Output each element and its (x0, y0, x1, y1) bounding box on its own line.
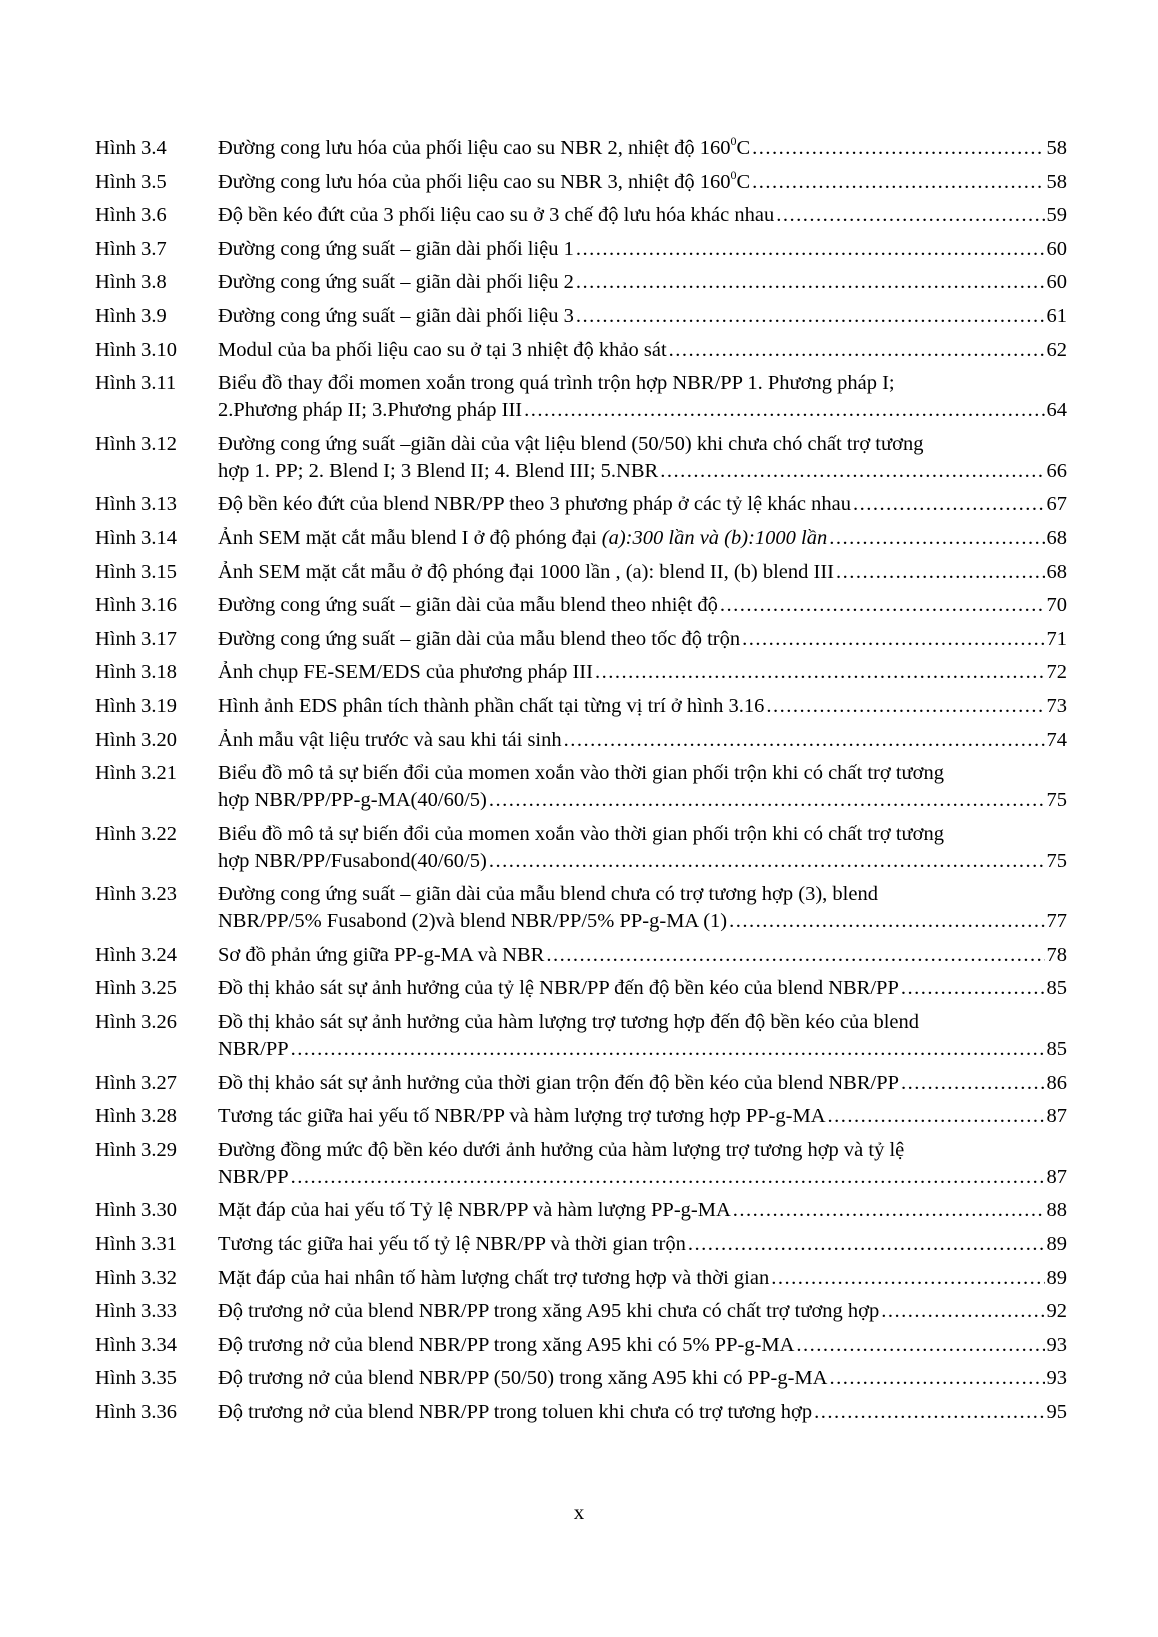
figure-label: Hình 3.17 (95, 627, 177, 650)
caption-text (218, 458, 658, 485)
leader-dots (576, 269, 1045, 296)
caption-text (218, 1197, 731, 1224)
caption-line (218, 269, 1067, 296)
figure-entry[interactable] (95, 727, 1067, 754)
caption-line (218, 303, 1067, 330)
figure-caption (218, 337, 1067, 364)
caption-text (218, 1399, 812, 1426)
figure-label: Hình 3.7 (95, 237, 167, 260)
caption-text-segment: Ảnh SEM mặt cắt mẫu blend I ở độ phóng đại (218, 526, 602, 549)
figure-label: Hình 3.22 (95, 822, 177, 845)
page-ref: 68 (1046, 560, 1067, 583)
figure-entry[interactable] (95, 1197, 1067, 1224)
caption-text (218, 1103, 826, 1130)
figure-label: Hình 3.11 (95, 372, 177, 395)
caption-text (218, 821, 944, 848)
caption-text-segment: Độ trương nở của blend NBR/PP trong xăng A95 khi có 5% PP-g-MA (218, 1333, 795, 1356)
caption-text (218, 337, 667, 364)
page-ref: 89 (1046, 1266, 1067, 1289)
caption-text-segment: Mặt đáp của hai yếu tố Tỷ lệ NBR/PP và hàm lượng PP-g-MA (218, 1199, 731, 1222)
figure-label: Hình 3.16 (95, 594, 177, 617)
caption-text (218, 1298, 879, 1325)
figure-entry[interactable] (95, 942, 1067, 969)
page-ref: 87 (1046, 1105, 1067, 1128)
caption-text-segment: Đồ thị khảo sát sự ảnh hưởng của hàm lượng trợ tương hợp đến độ bền kéo của blend (218, 1011, 919, 1034)
degree-superscript: 0 (730, 167, 737, 182)
caption-text-segment: Đường cong ứng suất – giãn dài phối liệu 3 (218, 304, 574, 327)
caption-line (218, 1009, 1067, 1036)
figure-caption (218, 1231, 1067, 1258)
caption-line (218, 1103, 1067, 1130)
caption-text-segment: Đường cong ứng suất – giãn dài của mẫu blend theo nhiệt độ (218, 594, 718, 617)
figure-caption (218, 659, 1067, 686)
leader-dots (595, 659, 1045, 686)
caption-line (218, 1036, 1067, 1063)
page-ref: 93 (1046, 1367, 1067, 1390)
caption-line (218, 693, 1067, 720)
figure-caption (218, 942, 1067, 969)
leader-dots (829, 1365, 1044, 1392)
caption-line (218, 1365, 1067, 1392)
page-ref: 87 (1046, 1165, 1067, 1188)
figure-entry[interactable] (95, 626, 1067, 653)
figure-caption (218, 760, 1067, 814)
figure-entry[interactable] (95, 1332, 1067, 1359)
caption-text-segment: Đường cong ứng suất – giãn dài của mẫu blend theo tốc độ trộn (218, 627, 741, 650)
leader-dots (489, 848, 1045, 875)
figure-entry[interactable] (95, 525, 1067, 552)
caption-text (218, 1332, 794, 1359)
caption-text-segment: 2.Phương pháp II; 3.Phương pháp III (218, 399, 523, 422)
leader-dots (733, 1197, 1045, 1224)
leader-dots (546, 942, 1044, 969)
caption-text-segment: Ảnh mẫu vật liệu trước và sau khi tái sinh (218, 728, 562, 751)
figure-label: Hình 3.27 (95, 1071, 177, 1094)
leader-dots (776, 202, 1044, 229)
leader-dots (771, 1265, 1044, 1292)
unit-text: C (736, 170, 751, 193)
page-ref: 71 (1046, 627, 1067, 650)
caption-line (218, 1137, 1067, 1164)
figure-label: Hình 3.20 (95, 728, 177, 751)
caption-line (218, 1265, 1067, 1292)
figure-entry[interactable] (95, 236, 1067, 263)
page-ref: 66 (1046, 459, 1067, 482)
page-ref: 58 (1046, 137, 1067, 159)
leader-dots (814, 1399, 1044, 1426)
caption-text (218, 202, 774, 229)
caption-text-segment: Tương tác giữa hai yếu tố NBR/PP và hàm lượng trợ tương hợp PP-g-MA (218, 1105, 826, 1128)
caption-text (218, 1164, 289, 1191)
leader-dots (524, 397, 1044, 424)
figure-caption (218, 821, 1067, 875)
caption-line (218, 1164, 1067, 1191)
page-ref: 73 (1046, 694, 1067, 717)
figure-label: Hình 3.25 (95, 977, 177, 1000)
page-ref: 75 (1046, 849, 1067, 872)
page-ref: 64 (1046, 399, 1067, 422)
leader-dots (669, 337, 1045, 364)
figure-label: Hình 3.34 (95, 1333, 177, 1356)
figure-caption (218, 202, 1067, 229)
caption-italic: (a):300 lần và (b):1000 lần (601, 526, 828, 549)
caption-line (218, 431, 1067, 458)
caption-text-segment: Sơ đồ phản ứng giữa PP-g-MA và NBR (218, 943, 545, 966)
leader-dots (291, 1164, 1045, 1191)
page-ref: 93 (1046, 1333, 1067, 1356)
caption-text (218, 370, 895, 397)
caption-line (218, 975, 1067, 1002)
figure-label: Hình 3.13 (95, 493, 177, 516)
caption-text (218, 1036, 289, 1063)
caption-line (218, 370, 1067, 397)
caption-text (218, 693, 764, 720)
caption-line (218, 942, 1067, 969)
caption-text-segment: Biểu đồ thay đổi momen xoắn trong quá trình trộn hợp NBR/PP 1. Phương pháp I; (218, 372, 895, 395)
caption-text (218, 1265, 769, 1292)
leader-dots (564, 727, 1045, 754)
leader-dots (660, 458, 1044, 485)
caption-text-segment: Mặt đáp của hai nhân tố hàm lượng chất trợ tương hợp và thời gian (218, 1266, 770, 1289)
caption-text-segment: Đường cong ứng suất – giãn dài của mẫu blend chưa có trợ tương hợp (3), blend (218, 883, 878, 906)
figure-entry[interactable] (95, 1265, 1067, 1292)
caption-line (218, 1231, 1067, 1258)
leader-dots (688, 1231, 1045, 1258)
caption-text (218, 848, 487, 875)
caption-line (218, 592, 1067, 619)
figure-entry[interactable] (95, 592, 1067, 619)
caption-text (218, 169, 750, 196)
page-ref: 60 (1046, 237, 1067, 260)
page-ref: 68 (1046, 526, 1067, 549)
caption-text-segment: Độ trương nở của blend NBR/PP trong xăng A95 khi chưa có chất trợ tương hợp (218, 1300, 880, 1323)
caption-text (218, 881, 878, 908)
page-ref: 75 (1046, 789, 1067, 812)
figure-label: Hình 3.31 (95, 1233, 177, 1256)
page-ref: 85 (1046, 1038, 1067, 1061)
caption-text-segment: Modul của ba phối liệu cao su ở tại 3 nhiệt độ khảo sát (218, 338, 667, 361)
figure-caption (218, 525, 1067, 552)
caption-text-segment: Đường cong ứng suất – giãn dài phối liệu 1 (218, 237, 574, 260)
page-ref: 58 (1046, 170, 1067, 193)
caption-line (218, 881, 1067, 908)
caption-text-segment: Ảnh chụp FE-SEM/EDS của phương pháp III (218, 661, 593, 684)
figure-label: Hình 3.36 (95, 1401, 177, 1423)
leader-dots (836, 559, 1044, 586)
caption-text-segment: hợp NBR/PP/PP-g-MA(40/60/5) (218, 789, 487, 812)
caption-text-segment: NBR/PP (218, 1038, 289, 1061)
figure-entry[interactable] (95, 1399, 1067, 1426)
figure-entry[interactable] (95, 431, 1067, 485)
caption-text-segment: Đồ thị khảo sát sự ảnh hưởng của thời gian trộn đến độ bền kéo của blend NBR/PP (218, 1071, 900, 1094)
caption-text (218, 1070, 899, 1097)
page-ref: 62 (1046, 338, 1067, 361)
caption-line (218, 1197, 1067, 1224)
leader-dots (729, 908, 1044, 935)
figure-label: Hình 3.10 (95, 338, 177, 361)
leader-dots (489, 787, 1045, 814)
figure-caption (218, 727, 1067, 754)
figure-caption (218, 135, 1067, 162)
leader-dots (576, 303, 1045, 330)
leader-dots (901, 1070, 1044, 1097)
page-ref: 78 (1046, 943, 1067, 966)
caption-text-segment: Độ bền kéo đứt của blend NBR/PP theo 3 phương pháp ở các tỷ lệ khác nhau (218, 493, 851, 516)
figure-entry[interactable] (95, 169, 1067, 196)
figure-label: Hình 3.35 (95, 1367, 177, 1390)
figure-caption (218, 592, 1067, 619)
caption-line (218, 236, 1067, 263)
figure-label: Hình 3.33 (95, 1300, 177, 1323)
caption-text-segment: Đường cong lưu hóa của phối liệu cao su NBR 2, nhiệt độ 160 (218, 137, 731, 159)
caption-line (218, 1070, 1067, 1097)
figure-label: Hình 3.29 (95, 1138, 177, 1161)
page-number: x (573, 1500, 585, 1524)
caption-text-segment: hợp 1. PP; 2. Blend I; 3 Blend II; 4. Blend III; 5.NBR (218, 459, 659, 482)
page-ref: 72 (1046, 661, 1067, 684)
caption-text (218, 787, 487, 814)
page-ref: 89 (1046, 1233, 1067, 1256)
caption-line (218, 787, 1067, 814)
leader-dots (829, 525, 1044, 552)
figure-caption (218, 975, 1067, 1002)
figure-label: Hình 3.8 (95, 271, 167, 294)
figure-entry[interactable] (95, 370, 1067, 424)
caption-text (218, 135, 750, 162)
figure-entry[interactable] (95, 881, 1067, 935)
caption-line (218, 169, 1067, 196)
caption-text (218, 727, 562, 754)
caption-text (218, 1365, 827, 1392)
figure-caption (218, 1103, 1067, 1130)
figure-label: Hình 3.5 (95, 170, 167, 193)
figure-entry[interactable] (95, 975, 1067, 1002)
figure-caption (218, 1070, 1067, 1097)
list-of-figures (95, 135, 1067, 1433)
figure-label: Hình 3.23 (95, 883, 177, 906)
figure-caption (218, 1265, 1067, 1292)
page-ref: 60 (1046, 271, 1067, 294)
page-ref: 86 (1046, 1071, 1067, 1094)
caption-text (218, 491, 851, 518)
caption-line (218, 821, 1067, 848)
caption-text (218, 975, 899, 1002)
caption-text (218, 1137, 904, 1164)
page-ref: 59 (1046, 204, 1067, 227)
leader-dots (742, 626, 1044, 653)
caption-text-segment: Đường cong ứng suất –giãn dài của vật liệu blend (50/50) khi chưa chó chất trợ tương (218, 432, 924, 455)
leader-dots (853, 491, 1045, 518)
figure-caption (218, 1365, 1067, 1392)
caption-text (218, 942, 544, 969)
caption-text-segment: Hình ảnh EDS phân tích thành phần chất tại từng vị trí ở hình 3.16 (218, 694, 765, 717)
caption-text (218, 760, 944, 787)
figure-label: Hình 3.21 (95, 762, 177, 785)
figure-caption (218, 491, 1067, 518)
figure-caption (218, 236, 1067, 263)
caption-text (218, 1009, 919, 1036)
page-ref: 74 (1046, 728, 1067, 751)
figure-caption (218, 559, 1067, 586)
figure-entry[interactable] (95, 491, 1067, 518)
caption-text (218, 559, 834, 586)
caption-text-segment: Độ trương nở của blend NBR/PP (50/50) trong xăng A95 khi có PP-g-MA (218, 1367, 828, 1390)
figure-entry[interactable] (95, 1070, 1067, 1097)
figure-caption (218, 431, 1067, 485)
caption-text (218, 303, 574, 330)
figure-label: Hình 3.12 (95, 432, 177, 455)
page-ref: 95 (1046, 1401, 1067, 1423)
figure-entry[interactable] (95, 693, 1067, 720)
figure-entry[interactable] (95, 269, 1067, 296)
figure-label: Hình 3.6 (95, 204, 167, 227)
caption-text-segment: Đường cong lưu hóa của phối liệu cao su NBR 3, nhiệt độ 160 (218, 170, 731, 193)
figure-label: Hình 3.28 (95, 1105, 177, 1128)
leader-dots (291, 1036, 1045, 1063)
figure-label: Hình 3.19 (95, 694, 177, 717)
figure-entry[interactable] (95, 337, 1067, 364)
figure-entry[interactable] (95, 1137, 1067, 1191)
caption-text-segment: Đồ thị khảo sát sự ảnh hưởng của tỷ lệ NBR/PP đến độ bền kéo của blend NBR/PP (218, 977, 899, 1000)
caption-text (218, 659, 593, 686)
figure-label: Hình 3.4 (95, 137, 167, 159)
figure-entry[interactable] (95, 1298, 1067, 1325)
leader-dots (576, 236, 1045, 263)
page-ref: 92 (1046, 1300, 1067, 1323)
figure-caption (218, 269, 1067, 296)
figure-entry[interactable] (95, 760, 1067, 814)
figure-label: Hình 3.14 (95, 526, 177, 549)
leader-dots (720, 592, 1045, 619)
caption-line (218, 458, 1067, 485)
figure-entry[interactable] (95, 821, 1067, 875)
figure-caption (218, 626, 1067, 653)
leader-dots (766, 693, 1044, 720)
leader-dots (828, 1103, 1045, 1130)
leader-dots (881, 1298, 1044, 1325)
unit-text: C (736, 137, 751, 159)
figure-entry[interactable] (95, 559, 1067, 586)
figure-label: Hình 3.32 (95, 1266, 177, 1289)
figure-entry[interactable] (95, 1231, 1067, 1258)
caption-line (218, 659, 1067, 686)
figure-label: Hình 3.24 (95, 943, 177, 966)
leader-dots (796, 1332, 1044, 1359)
page-ref: 70 (1046, 594, 1067, 617)
page-ref: 85 (1046, 977, 1067, 1000)
caption-text-segment: NBR/PP/5% Fusabond (2)và blend NBR/PP/5% PP-g-MA (1) (218, 910, 728, 933)
figure-entry[interactable] (95, 303, 1067, 330)
page-ref: 88 (1046, 1199, 1067, 1222)
figure-caption (218, 1137, 1067, 1191)
caption-line (218, 202, 1067, 229)
caption-text (218, 269, 574, 296)
caption-text-segment: hợp NBR/PP/Fusabond(40/60/5) (218, 849, 487, 872)
figure-entry[interactable] (95, 1103, 1067, 1130)
caption-text-segment: Đường đồng mức độ bền kéo dưới ảnh hưởng của hàm lượng trợ tương hợp và tỷ lệ (218, 1138, 905, 1161)
caption-text-segment: NBR/PP (218, 1165, 289, 1188)
caption-line (218, 848, 1067, 875)
figure-caption (218, 1332, 1067, 1359)
caption-line (218, 626, 1067, 653)
page-ref: 67 (1046, 493, 1067, 516)
figure-entry[interactable] (95, 1365, 1067, 1392)
caption-line (218, 525, 1067, 552)
figure-caption (218, 1197, 1067, 1224)
caption-line (218, 908, 1067, 935)
figure-entry[interactable] (95, 1009, 1067, 1063)
caption-text-segment: Biểu đồ mô tả sự biến đổi của momen xoắn vào thời gian phối trộn khi có chất trợ tương (218, 822, 944, 845)
figure-caption (218, 1009, 1067, 1063)
caption-text-segment: Độ trương nở của blend NBR/PP trong toluen khi chưa có trợ tương hợp (218, 1401, 813, 1423)
figure-entry[interactable] (95, 659, 1067, 686)
caption-text (218, 1231, 686, 1258)
figure-entry[interactable] (95, 202, 1067, 229)
figure-caption (218, 1298, 1067, 1325)
caption-line (218, 1298, 1067, 1325)
caption-line (218, 1332, 1067, 1359)
figure-label: Hình 3.15 (95, 560, 177, 583)
figure-entry[interactable] (95, 135, 1067, 162)
caption-text-segment: Biểu đồ mô tả sự biến đổi của momen xoắn vào thời gian phối trộn khi có chất trợ tương (218, 762, 944, 785)
caption-text (218, 626, 740, 653)
figure-label: Hình 3.18 (95, 661, 177, 684)
caption-text (218, 431, 923, 458)
caption-text (218, 908, 727, 935)
caption-text (218, 525, 827, 552)
caption-text-segment: Độ bền kéo đứt của 3 phối liệu cao su ở 3 chế độ lưu hóa khác nhau (218, 204, 775, 227)
degree-superscript: 0 (730, 134, 737, 149)
caption-line (218, 1399, 1067, 1426)
caption-text (218, 236, 574, 263)
caption-text (218, 592, 718, 619)
figure-caption (218, 370, 1067, 424)
leader-dots (901, 975, 1045, 1002)
figure-label: Hình 3.9 (95, 304, 167, 327)
caption-line (218, 760, 1067, 787)
page-ref: 61 (1046, 304, 1067, 327)
caption-line (218, 337, 1067, 364)
caption-text-segment: Đường cong ứng suất – giãn dài phối liệu 2 (218, 271, 574, 294)
caption-line (218, 135, 1067, 162)
leader-dots (752, 135, 1044, 162)
figure-caption (218, 303, 1067, 330)
caption-line (218, 491, 1067, 518)
caption-line (218, 727, 1067, 754)
leader-dots (752, 169, 1044, 196)
figure-label: Hình 3.30 (95, 1199, 177, 1222)
figure-label: Hình 3.26 (95, 1011, 177, 1034)
caption-line (218, 559, 1067, 586)
figure-caption (218, 1399, 1067, 1426)
caption-text-segment: Tương tác giữa hai yếu tố tỷ lệ NBR/PP và thời gian trộn (218, 1233, 686, 1256)
caption-text (218, 397, 522, 424)
page-ref: 77 (1046, 910, 1067, 933)
figure-caption (218, 881, 1067, 935)
figure-caption (218, 169, 1067, 196)
caption-text-segment: Ảnh SEM mặt cắt mẫu ở độ phóng đại 1000 lần , (a): blend II, (b) blend III (218, 560, 835, 583)
figure-caption (218, 693, 1067, 720)
caption-line (218, 397, 1067, 424)
